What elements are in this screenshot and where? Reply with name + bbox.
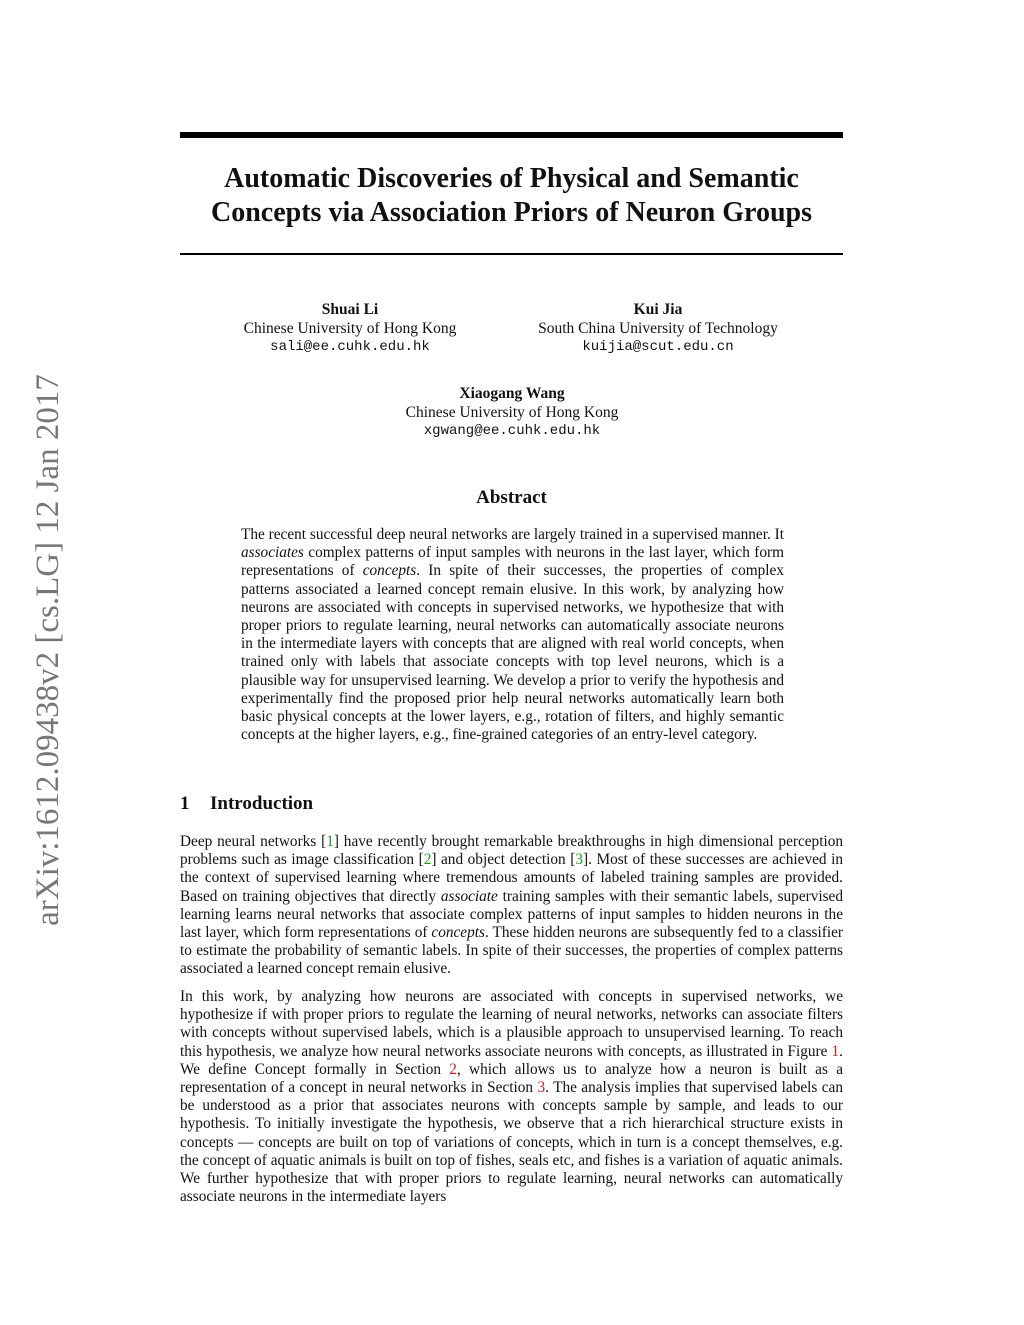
abstract-text-part: . In spite of their successes, the properties of complex patterns associated a learned concept remain elusive. In this work, by analyzing how neurons are associated with concepts in supervised networks, we hypothesize that with proper priors to regulate learning, neural networks can automatically associate neurons in the intermediate layers with concepts that are aligned with real world concepts, when trained only with labels that associate concepts with top level neurons, which is a plausible way for unsupervised learning. We develop a prior to verify the hypothesis and experimentally find the proposed prior help neural networks automatically learn both basic physical concepts at the lower layers, e.g., rotation of filters, and highly semantic concepts at the higher layers, e.g., fine-grained categories of an entry-level category. [241,562,784,744]
paragraph-text: Deep neural networks [ [180,833,327,850]
intro-paragraph-2 [180,988,843,1206]
paper-title-line-2: Concepts via Association Priors of Neuron Groups [211,197,812,228]
paragraph-text: ] and object detection [ [431,851,576,869]
section-title: Introduction [210,793,314,814]
paragraph-text: . These hidden neurons are subsequently fed to a classifier to estimate the probability of semantic labels. In spite of their successes, the properties of complex patterns associated a learned concept remain elusive. [180,924,843,978]
section-number: 1 [180,793,190,814]
citation-link[interactable]: 2 [423,851,432,869]
author-block-shuai-li [210,300,490,357]
paragraph-text: ]. Most of these successes are achieved in the context of supervised learning where tremendous amounts of labeled training samples are provided. Based on training objectives that directly [180,851,844,905]
abstract-text-part: The recent successful deep neural networks are largely trained in a supervised manner. It [241,526,784,543]
section-heading-introduction [180,793,313,815]
citation-link[interactable]: 1 [326,833,334,850]
abstract-emphasis: associates [241,544,304,562]
intro-paragraph-1 [180,833,843,979]
author-block-xiaogang-wang [372,384,652,441]
title-bottom-rule [180,253,843,255]
author-email[interactable]: xgwang@ee.cuhk.edu.hk [423,423,601,439]
paragraph-text: , which allows us to analyze how a neuron is built as a representation of a concept in neural networks in Section [180,1060,843,1097]
citation-link[interactable]: 3 [575,851,583,869]
author-email[interactable]: sali@ee.cuhk.edu.hk [270,339,430,355]
author-email[interactable]: kuijia@scut.edu.cn [582,339,734,355]
author-affiliation: South China University of Technology [538,320,778,337]
paragraph-text: ] have recently brought remarkable breakthroughs in high dimensional perception problems such as image classification [ [180,833,843,869]
author-affiliation: Chinese University of Hong Kong [405,404,619,421]
paper-title-line-1: Automatic Discoveries of Physical and Semantic [224,163,799,194]
author-name: Xiaogang Wang [459,385,565,402]
author-block-kui-jia [518,300,798,357]
paragraph-text: training samples with their semantic labels, supervised learning learns neural networks that associate complex patterns of input samples to hidden neurons in the last layer, which form representations of [180,887,843,942]
paragraph-emphasis: concepts [431,924,485,942]
abstract-text-part: complex patterns of input samples with neurons in the last layer, which form representations of [241,544,784,580]
author-name: Shuai Li [321,301,379,318]
paragraph-emphasis: associate [440,887,498,905]
title-top-rule [180,132,843,138]
abstract-text [241,526,784,744]
abstract-heading: Abstract [476,487,547,508]
paragraph-text: . The analysis implies that supervised labels can be understood as a prior that associates neurons with concepts sample by sample, and leads to our hypothesis. To initially investigate the hypothesis, we observe that a rich hierarchical structure exists in concepts — concepts are built on top of variations of concepts, which in turn is a concept themselves, e.g. the concept of aquatic animals is built on top of fishes, seals etc, and fishes is a variation of aquatic animals. We further hypothesize that with proper priors to regulate learning, neural networks can automatically associate neurons in the intermediate layers [180,1079,843,1206]
paragraph-text: . We define Concept formally in Section [180,1042,843,1078]
author-name: Kui Jia [633,301,683,318]
abstract-emphasis: concepts [362,562,417,580]
section-reference-link[interactable]: 3 [537,1079,546,1097]
arxiv-identifier-stamp: arXiv:1612.09438v2 [cs.LG] 12 Jan 2017 [30,374,66,926]
section-reference-link[interactable]: 2 [449,1060,457,1078]
author-affiliation: Chinese University of Hong Kong [243,320,457,337]
figure-reference-link[interactable]: 1 [831,1042,840,1060]
paragraph-text: In this work, by analyzing how neurons are associated with concepts in supervised networks, we hypothesize if with proper priors to regulate the learning of neural networks, networks can associate filters with concepts without supervised labels, which is a plausible approach to unsupervised learning. To reach this hypothesis, we analyze how neural networks associate neurons with concepts, as illustrated in Figure [180,988,843,1060]
paper-title [180,162,843,230]
